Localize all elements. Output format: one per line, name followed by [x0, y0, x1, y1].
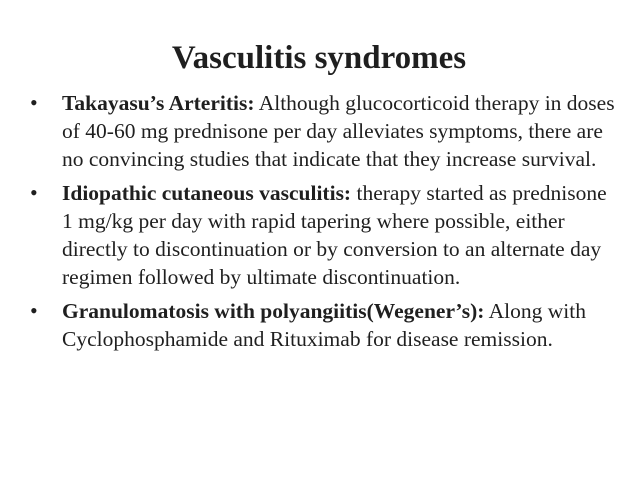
bullet-text: Along with Cyclophosphamide and Rituximab for disease remission.: [62, 299, 597, 351]
bullet-text: therapy started as prednisone 1 mg/kg per day with rapid tapering where possible, either directly to discontinuation or by conversion to an alternate day regimen followed by ultimate discontinuation.: [62, 181, 613, 289]
bullet-item-takayasu: [30, 89, 620, 173]
bullet-term: Takayasu’s Arteritis:: [62, 91, 255, 115]
bullet-text: Although glucocorticoid therapy in doses of 40-60 mg prednisone per day alleviates symptoms, there are no convincing studies that indicate that they increase survival.: [62, 91, 620, 171]
slide-title: Vasculitis syndromes: [171, 40, 467, 76]
bullet-marker: •: [30, 298, 38, 323]
bullet-marker: •: [30, 180, 38, 205]
bullet-item-granulomatosis: [30, 297, 620, 353]
bullet-item-cutaneous-vasculitis: [30, 179, 620, 291]
bullet-marker: •: [30, 90, 38, 115]
bullet-term: Idiopathic cutaneous vasculitis:: [62, 181, 352, 205]
bullet-list: [30, 89, 620, 359]
bullet-term: Granulomatosis with polyangiitis(Wegener’s):: [62, 299, 485, 323]
